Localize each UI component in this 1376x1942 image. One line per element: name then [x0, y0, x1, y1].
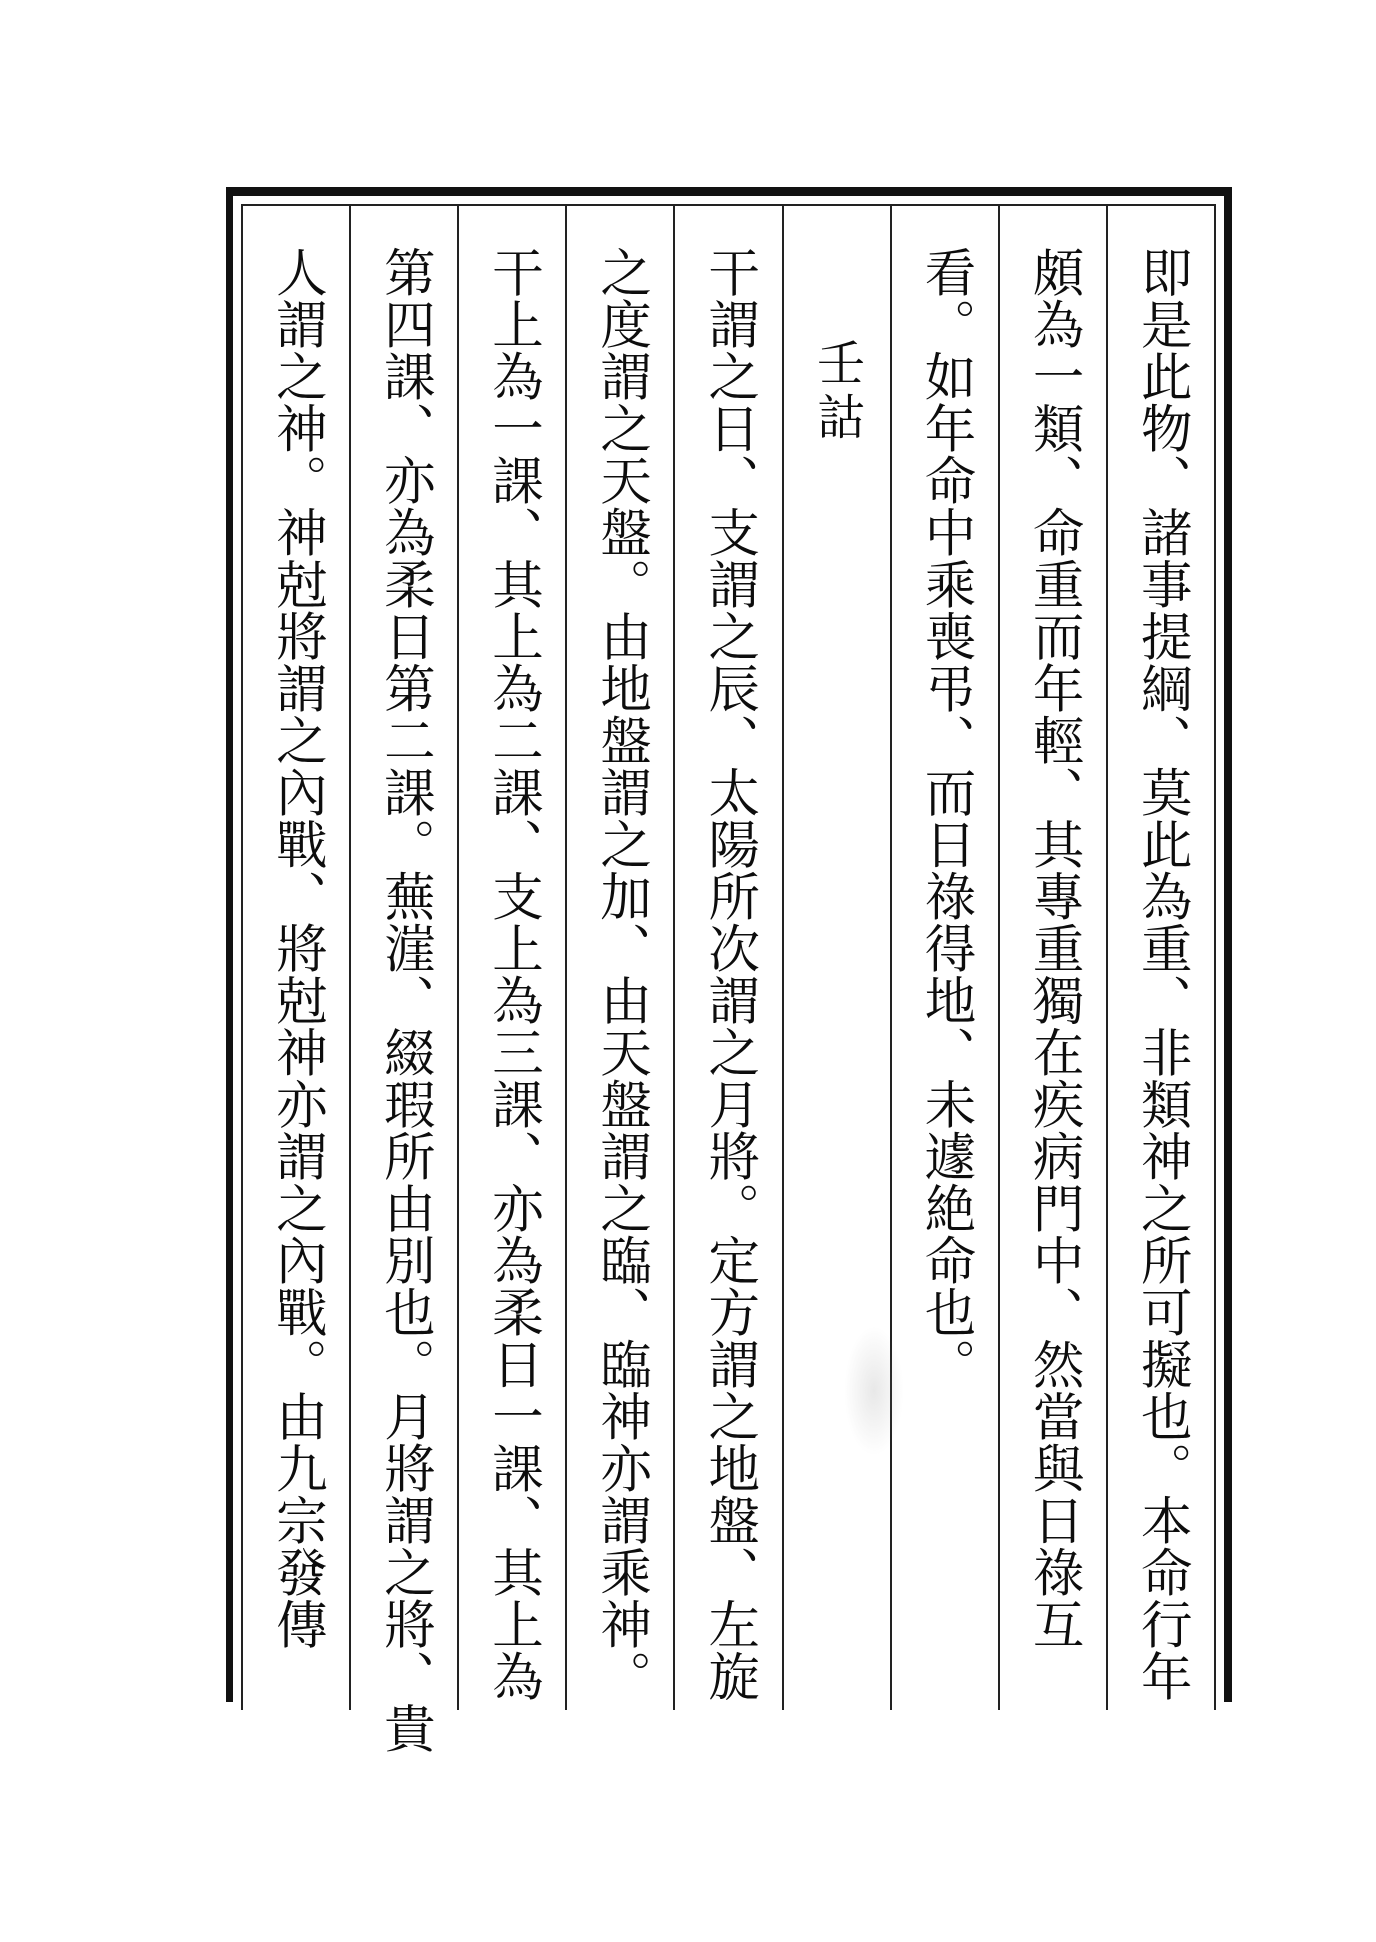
section-title: 壬詁	[808, 338, 865, 446]
text-column	[1106, 206, 1214, 1710]
column-text: 第四課、亦為柔日第二課。蕪漄、綴瑕所由別也。月將謂之將、貴	[374, 246, 435, 1754]
column-text: 看。如年命中乘喪弔、而日祿得地、未遽絶命也。	[915, 246, 976, 1390]
text-column	[457, 206, 565, 1710]
title-column	[782, 206, 890, 1710]
text-column	[243, 206, 349, 1710]
column-text: 之度謂之天盤。由地盤謂之加、由天盤謂之臨、臨神亦謂乘神。	[591, 246, 652, 1702]
column-text: 即是此物、諸事提綱、莫此為重、非類神之所可擬也。本命行年	[1131, 246, 1192, 1702]
paper-smudge	[844, 1326, 904, 1456]
text-column	[565, 206, 673, 1710]
text-columns	[243, 206, 1214, 1754]
column-text: 頗為一類、命重而年輕、其專重獨在疾病門中、然當與日祿互	[1023, 246, 1084, 1650]
text-column	[998, 206, 1106, 1710]
page-frame	[226, 187, 1232, 1754]
column-text: 干上為一課、其上為二課、支上為三課、亦為柔日一課、其上為	[483, 246, 544, 1702]
text-grid	[241, 204, 1216, 1754]
text-column	[349, 206, 457, 1754]
column-text: 干謂之日、支謂之辰、太陽所次謂之月將。定方謂之地盤、左旋	[699, 246, 760, 1702]
text-column	[890, 206, 998, 1710]
text-column	[673, 206, 781, 1710]
column-text: 人謂之神。神尅將謂之內戰、將尅神亦謂之內戰。由九宗發傳	[266, 246, 327, 1650]
